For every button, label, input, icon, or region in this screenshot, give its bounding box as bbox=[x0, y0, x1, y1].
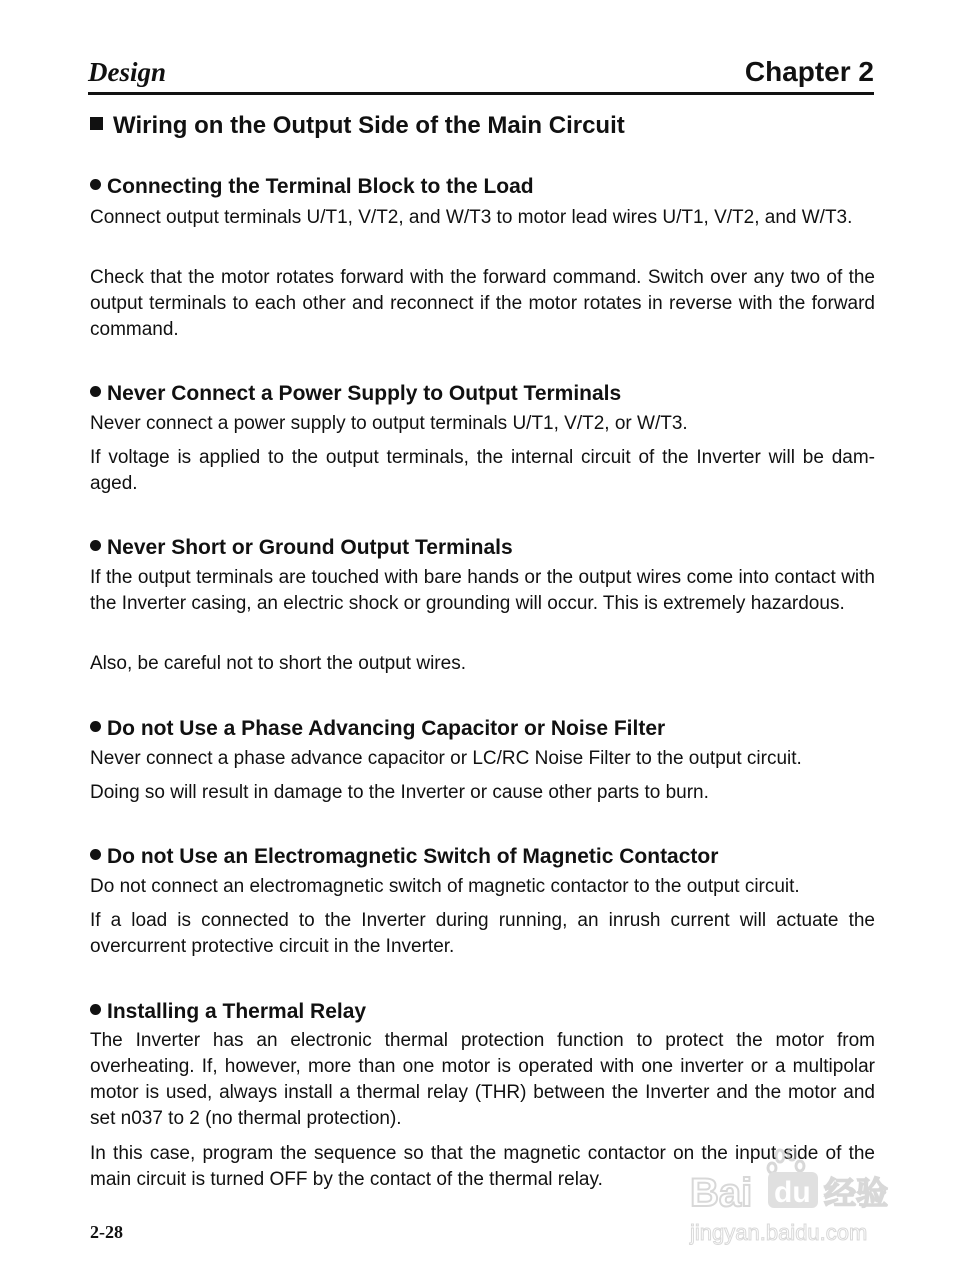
bullet-icon bbox=[90, 386, 101, 397]
bullet-icon bbox=[90, 1004, 101, 1015]
bullet-icon bbox=[90, 849, 101, 860]
paragraph: Never connect a power supply to output terminals U/T1, V/T2, or W/T3. bbox=[90, 413, 688, 434]
header-section-label: Design bbox=[88, 57, 167, 87]
baidu-watermark-logo bbox=[688, 1148, 908, 1248]
bullet-icon bbox=[90, 179, 101, 190]
paragraph: Check that the motor rotates forward with the forward command. Switch over any two of the output terminals to each other and reconnect if the motor rotates in reverse with the forward command. bbox=[90, 267, 875, 340]
paragraph: Connect output terminals U/T1, V/T2, and W/T3 to motor lead wires U/T1, V/T2, and W/T3. bbox=[90, 207, 853, 228]
paragraph: In this case, program the sequence so that the magnetic contactor on the input side of the main circuit is turned OFF by the contact of the thermal relay. bbox=[90, 1143, 875, 1190]
section-heading: Connecting the Terminal Block to the Load bbox=[90, 175, 534, 199]
paragraph: If the output terminals are touched with bare hands or the output wires come into contact with the Inverter casing, an electric shock or grounding will occur. This is extremely hazardous. bbox=[90, 567, 875, 614]
section-heading: Never Connect a Power Supply to Output Terminals bbox=[90, 382, 621, 406]
svg-text:Bai: Bai bbox=[690, 1171, 753, 1215]
paragraph: The Inverter has an electronic thermal protection function to protect the motor from overheating. If, however, more than one motor is operated with one inverter or a multipolar motor is used, always install a thermal relay (THR) between the Inverter and the motor and set n037 to 2 (no thermal protection). bbox=[90, 1030, 875, 1129]
paragraph: If voltage is applied to the output terminals, the internal circuit of the Inverter will be damaged. bbox=[90, 447, 875, 494]
page-title bbox=[90, 112, 625, 140]
page-title-text: Wiring on the Output Side of the Main Circuit bbox=[113, 112, 625, 139]
svg-text:du: du bbox=[774, 1176, 811, 1209]
section-heading: Installing a Thermal Relay bbox=[90, 1000, 366, 1024]
bullet-icon bbox=[90, 540, 101, 551]
watermark-url: jingyan.baidu.com bbox=[690, 1220, 868, 1245]
section-heading: Never Short or Ground Output Terminals bbox=[90, 536, 513, 560]
paragraph: Also, be careful not to short the output wires. bbox=[90, 653, 466, 674]
section-heading: Do not Use an Electromagnetic Switch of Magnetic Contactor bbox=[90, 845, 718, 869]
page-number: 2-28 bbox=[90, 1222, 123, 1242]
paragraph: If a load is connected to the Inverter during running, an inrush current will actuate the overcurrent protective circuit in the Inverter. bbox=[90, 910, 875, 957]
bullet-icon bbox=[90, 721, 101, 732]
svg-text:经验: 经验 bbox=[824, 1174, 889, 1212]
paragraph: Do not connect an electromagnetic switch of magnetic contactor to the output circuit. bbox=[90, 876, 800, 897]
paragraph: Never connect a phase advance capacitor or LC/RC Noise Filter to the output circuit. bbox=[90, 748, 802, 769]
square-bullet-icon bbox=[90, 117, 103, 130]
paragraph: Doing so will result in damage to the Inverter or cause other parts to burn. bbox=[90, 782, 709, 803]
page-header bbox=[88, 52, 874, 95]
header-chapter-label: Chapter 2 bbox=[744, 56, 874, 87]
section-heading: Do not Use a Phase Advancing Capacitor or Noise Filter bbox=[90, 717, 665, 741]
